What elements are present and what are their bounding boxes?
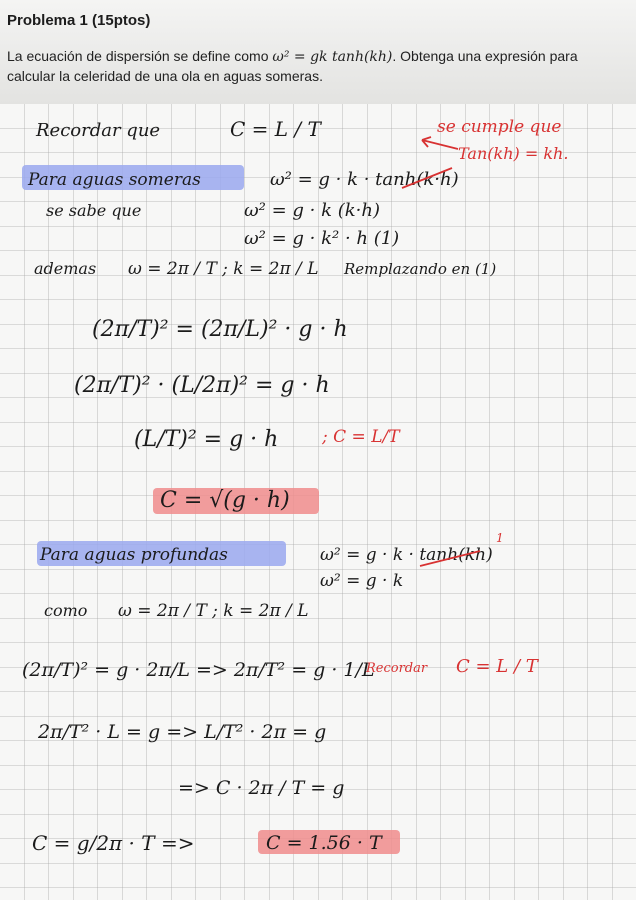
red-note-4: Recordar [366, 661, 428, 676]
note-se-sabe: se sabe que [46, 201, 142, 220]
result-deep: C = 1.56 · T [266, 832, 382, 854]
result-shallow: C = √(g · h) [160, 488, 290, 513]
red-note-5: C = L / T [456, 656, 538, 677]
eq-step-4: (2π/T)² = g · 2π/L => 2π/T² = g · 1/L [22, 659, 375, 681]
eq-step-3: (L/T)² = g · h [134, 427, 279, 452]
eq-step-7: C = g/2π · T => [32, 831, 195, 855]
eq-como: ω = 2π / T ; k = 2π / L [118, 601, 309, 621]
handwritten-notes [0, 104, 636, 900]
note-recordar: Recordar que [36, 120, 161, 141]
eq-step-5: 2π/T² · L = g => L/T² · 2π = g [38, 721, 327, 743]
note-remplazando: Remplazando en (1) [344, 260, 497, 278]
eq-approx: ω² = g · k (k·h) [244, 200, 381, 221]
eq-defs: ω = 2π / T ; k = 2π / L [128, 259, 319, 279]
deep-superscript: 1 [496, 531, 504, 545]
problem-header [0, 0, 636, 104]
statement-part-b: . Obtenga una expresión para calcular la celeridad de una ola en aguas someras. [7, 48, 578, 84]
label-deep: Para aguas profundas [40, 545, 228, 565]
statement-part-a: La ecuación de dispersión se define como [7, 48, 269, 64]
eq-1: ω² = g · k² · h (1) [244, 228, 400, 249]
red-note-1: se cumple que [437, 117, 562, 137]
note-ademas: ademas [34, 259, 97, 278]
eq-step-2: (2π/T)² · (L/2π)² = g · h [74, 373, 330, 398]
eq-step-1: (2π/T)² = (2π/L)² · g · h [92, 317, 348, 342]
problem-title: Problema 1 (15ptos) [7, 12, 151, 29]
eq-deep-1: ω² = g · k · tanh(kh) [320, 545, 493, 565]
red-note-3: ; C = L/T [322, 427, 400, 447]
note-como: como [44, 601, 88, 620]
label-shallow: Para aguas someras [28, 170, 201, 190]
eq-step-6: => C · 2π / T = g [178, 777, 345, 799]
eq-shallow: ω² = g · k · tanh(k·h) [270, 169, 459, 190]
problem-statement [7, 47, 629, 86]
dispersion-formula: ω² = gk tanh(kh) [272, 49, 393, 65]
red-note-2: Tan(kh) = kh. [458, 144, 569, 163]
note-celerity-def: C = L / T [230, 117, 321, 141]
eq-deep-2: ω² = g · k [320, 571, 404, 591]
